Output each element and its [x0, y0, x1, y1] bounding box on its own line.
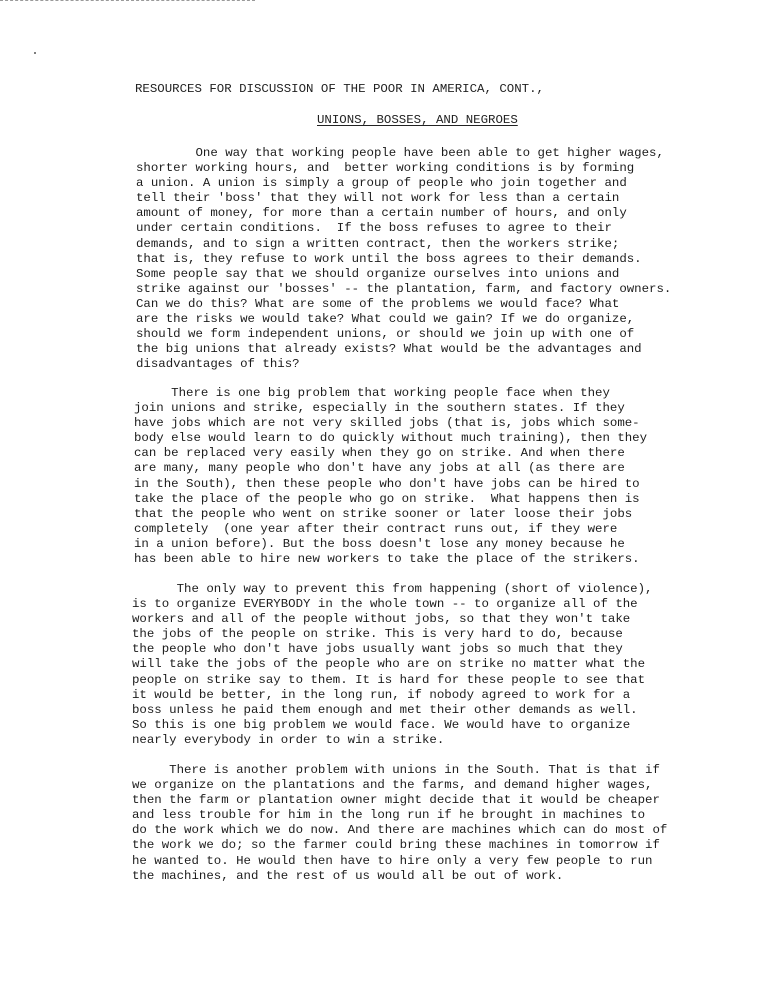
top-dashed-rule [0, 0, 255, 1]
scan-speck [34, 52, 36, 54]
paragraph-1: One way that working people have been able to get higher wages, shorter working hours, and better working conditions is by forming a union. A union is simply a group of people who join together and tell their 'boss' that they will not work for less than a certain amount of money, for more than a certain number of hours, and only under certain conditions. If the boss refuses to agree to their demands, and to sign a written contract, then the workers strike; that is, they refuse to work until the boss agrees to their demands. Some people say that we should organize ourselves into unions and strike against our 'bosses' -- the plantation, farm, and factory owners. Can we do this? What are some of the problems we would face? What are the risks we would take? What could we gain? If we do organize, should we form independent unions, or should we join up with one of the big unions that already exists? What would be the advantages and disadvantages of this? [136, 146, 672, 372]
paragraph-3: The only way to prevent this from happening (short of violence), is to organize EVERYBODY in the whole town -- to organize all of the workers and all of the people without jobs, so that they won't take the jobs of the people on strike. This is very hard to do, because the people who don't have jobs usually want jobs so much that they will take the jobs of the people who are on strike no matter what the people on strike say to them. It is hard for these people to see that it would be better, in the long run, if nobody agreed to work for a boss unless he paid them enough and met their other demands as well. So this is one big problem we would face. We would have to organize nearly everybody in order to win a strike. [132, 582, 653, 747]
paragraph-2: There is one big problem that working people face when they join unions and strike, especially in the southern states. If they have jobs which are not very skilled jobs (that is, jobs which some- body else would learn to do quickly without much training), then they can be replaced very easily when they go on strike. And when there are many, many people who don't have any jobs at all (as there are in the South), then these people who don't have jobs can be hired to take the place of the people who go on strike. What happens then is that the people who went on strike sooner or later loose their jobs completely (one year after their contract runs out, if they were in a union before). But the boss doesn't lose any money because he has been able to hire new workers to take the place of the strikers. [134, 386, 648, 567]
document-heading: RESOURCES FOR DISCUSSION OF THE POOR IN AMERICA, CONT., [135, 82, 544, 96]
paragraph-4: There is another problem with unions in the South. That is that if we organize on the plantations and the farms, and demand higher wages, then the farm or plantation owner might decide that it would be cheaper and less trouble for him in the long run if he brought in machines to do the work which we do now. And there are machines which can do most of the work we do; so the farmer could bring these machines in tomorrow if he wanted to. He would then have to hire only a very few people to run the machines, and the rest of us would all be out of work. [132, 763, 668, 883]
section-subheading: UNIONS, BOSSES, AND NEGROES [317, 113, 518, 127]
